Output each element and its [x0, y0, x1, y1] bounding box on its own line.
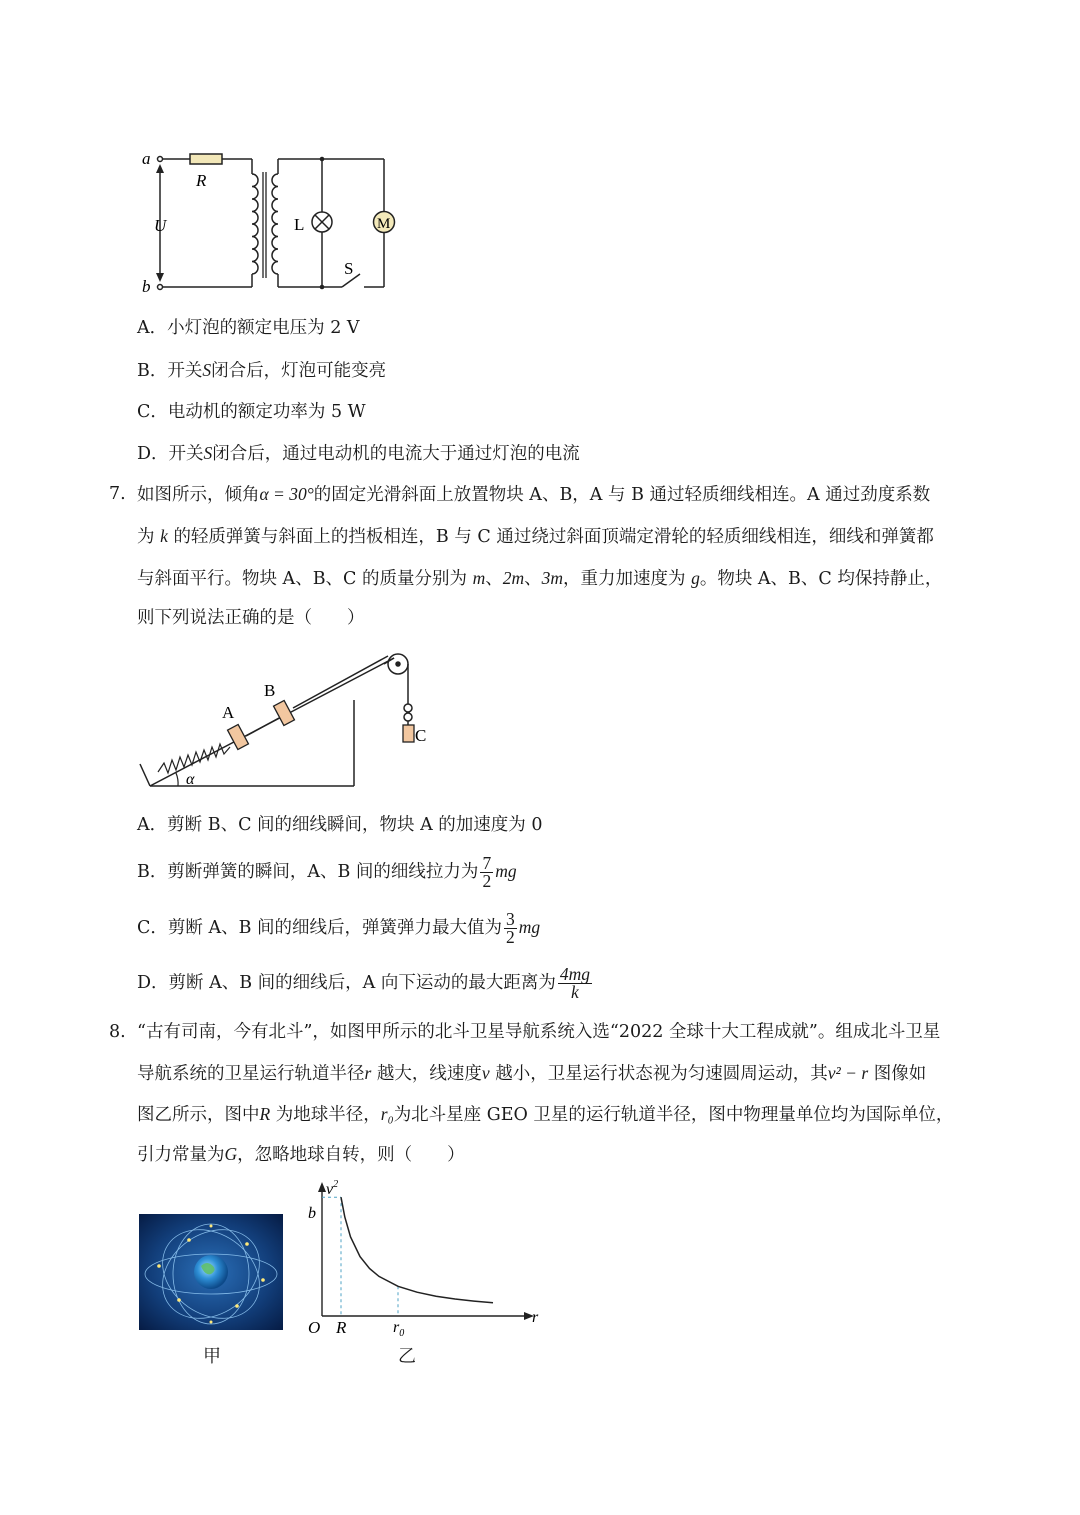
block-A	[228, 724, 249, 749]
label-S: S	[344, 259, 354, 278]
label-a: a	[142, 149, 151, 168]
block-C	[403, 725, 414, 742]
q7-stem-line-3: 与斜面平行。物块 A、B、C 的质量分别为 m、2m、3m，重力加速度为 g。物块 A、B、C 均保持静止，	[137, 568, 943, 589]
option-letter: A．	[137, 318, 168, 338]
var-S: S	[202, 360, 212, 380]
q8-number: 8.	[109, 1022, 126, 1042]
fig-jia-caption: 甲	[203, 1346, 221, 1367]
label-alpha: α	[186, 771, 195, 788]
option-text: 闭合后，通过电动机的电流大于通过灯泡的电流	[212, 444, 580, 464]
q6-option-a[interactable]	[137, 316, 360, 340]
block-B	[274, 700, 295, 725]
label-C: C	[415, 726, 427, 745]
q7-number: 7.	[109, 484, 126, 504]
fraction: $\frac{4mg}{k}$	[559, 964, 590, 1002]
resistor-R	[190, 154, 222, 164]
q7-option-b[interactable]: B．剪断弹簧的瞬间，A、B 间的细线拉力为 $\frac{7}{2}$ mg	[137, 853, 517, 891]
origin-label: O	[308, 1318, 321, 1337]
baffle	[140, 764, 150, 786]
fig-yi-caption: 乙	[398, 1346, 416, 1367]
label-M: M	[377, 216, 391, 232]
q7-stem-line-1: 如图所示，倾角α = 30°的固定光滑斜面上放置物块 A、B，A 与 B 通过轻质细线相连。A 通过劲度系数	[137, 484, 931, 505]
q7-option-a[interactable]	[137, 813, 542, 837]
x-tick-R: R	[336, 1318, 347, 1337]
q6-option-d[interactable]	[137, 441, 580, 466]
option-letter: A．	[137, 815, 168, 835]
option-text: 电动机的额定功率为 5 W	[167, 402, 366, 422]
option-letter: D．	[137, 973, 169, 993]
circuit-diagram	[136, 146, 406, 302]
option-text: 剪断 A、B 间的细线后，弹簧弹力最大值为	[167, 918, 503, 938]
option-letter: B．	[137, 361, 168, 381]
option-letter: B．	[137, 862, 168, 882]
q6-option-b[interactable]	[137, 358, 386, 383]
fraction: $\frac{7}{2}$	[482, 853, 492, 891]
option-letter: C．	[137, 402, 168, 422]
angle-alpha: α = 30°	[259, 484, 314, 504]
option-text: 剪断弹簧的瞬间，A、B 间的细线拉力为	[167, 862, 479, 882]
option-letter: C．	[137, 918, 168, 938]
var-k: k	[160, 526, 168, 546]
fraction: $\frac{3}{2}$	[506, 909, 515, 947]
q6-option-c[interactable]	[137, 400, 366, 424]
incline-diagram	[136, 646, 436, 794]
q8-stem-line-3: 图乙所示，图中R 为地球半径，r₀为北斗星座 GEO 卫星的运行轨道半径，图中物理量单位均为国际单位，	[137, 1104, 954, 1125]
option-text: 闭合后，灯泡可能变亮	[211, 361, 387, 381]
label-b: b	[142, 277, 151, 296]
chart-series-line	[341, 1197, 493, 1303]
q8-stem-line-2: 导航系统的卫星运行轨道半径r 越大，线速度v 越小，卫星运行状态视为匀速圆周运动，其v² − r 图像如	[137, 1063, 927, 1084]
x-tick-r0: $r_0$	[393, 1319, 405, 1339]
q7-stem-line-2: 为 k 的轻质弹簧与斜面上的挡板相连，B 与 C 通过绕过斜面顶端定滑轮的轻质细线相连，细线和弹簧都	[137, 526, 934, 547]
y-mark-b: b	[308, 1205, 316, 1222]
q7-option-c[interactable]: C．剪断 A、B 间的细线后，弹簧弹力最大值为 $\frac{3}{2}$ mg	[137, 909, 541, 947]
option-text: 剪断 B、C 间的细线瞬间，物块 A 的加速度为 0	[167, 815, 543, 835]
v2-r-chart	[300, 1176, 550, 1342]
label-A: A	[222, 703, 235, 722]
q8-stem-line-4: 引力常量为G，忽略地球自转，则（ ）	[137, 1144, 465, 1165]
var-S: S	[203, 443, 213, 463]
option-text: 小灯泡的额定电压为 2 V	[167, 318, 360, 338]
beidou-satellite-image	[139, 1214, 283, 1330]
spring	[158, 744, 230, 773]
secondary-coil	[272, 174, 278, 274]
label-U: U	[154, 216, 167, 235]
q7-stem-line-4: 则下列说法正确的是（ ）	[137, 608, 365, 628]
y-axis-label: $v^2$	[326, 1179, 339, 1198]
option-text: 剪断 A、B 间的细线后，A 向下运动的最大距离为	[168, 973, 556, 993]
primary-coil	[252, 174, 258, 274]
option-letter: D．	[137, 444, 169, 464]
terminal-b	[158, 285, 163, 290]
y-axis-arrow	[318, 1182, 326, 1192]
terminal-a	[158, 157, 163, 162]
x-axis-label: r	[532, 1309, 539, 1326]
q8-stem-line-1: “古有司南，今有北斗”，如图甲所示的北斗卫星导航系统入选“2022 全球十大工程成就”。组成北斗卫星	[137, 1022, 941, 1042]
label-L: L	[294, 215, 305, 234]
option-text: 开关	[168, 444, 204, 464]
label-B: B	[264, 681, 276, 700]
label-R: R	[196, 171, 207, 190]
q7-option-d[interactable]	[137, 961, 594, 1005]
option-text: 开关	[167, 361, 203, 381]
